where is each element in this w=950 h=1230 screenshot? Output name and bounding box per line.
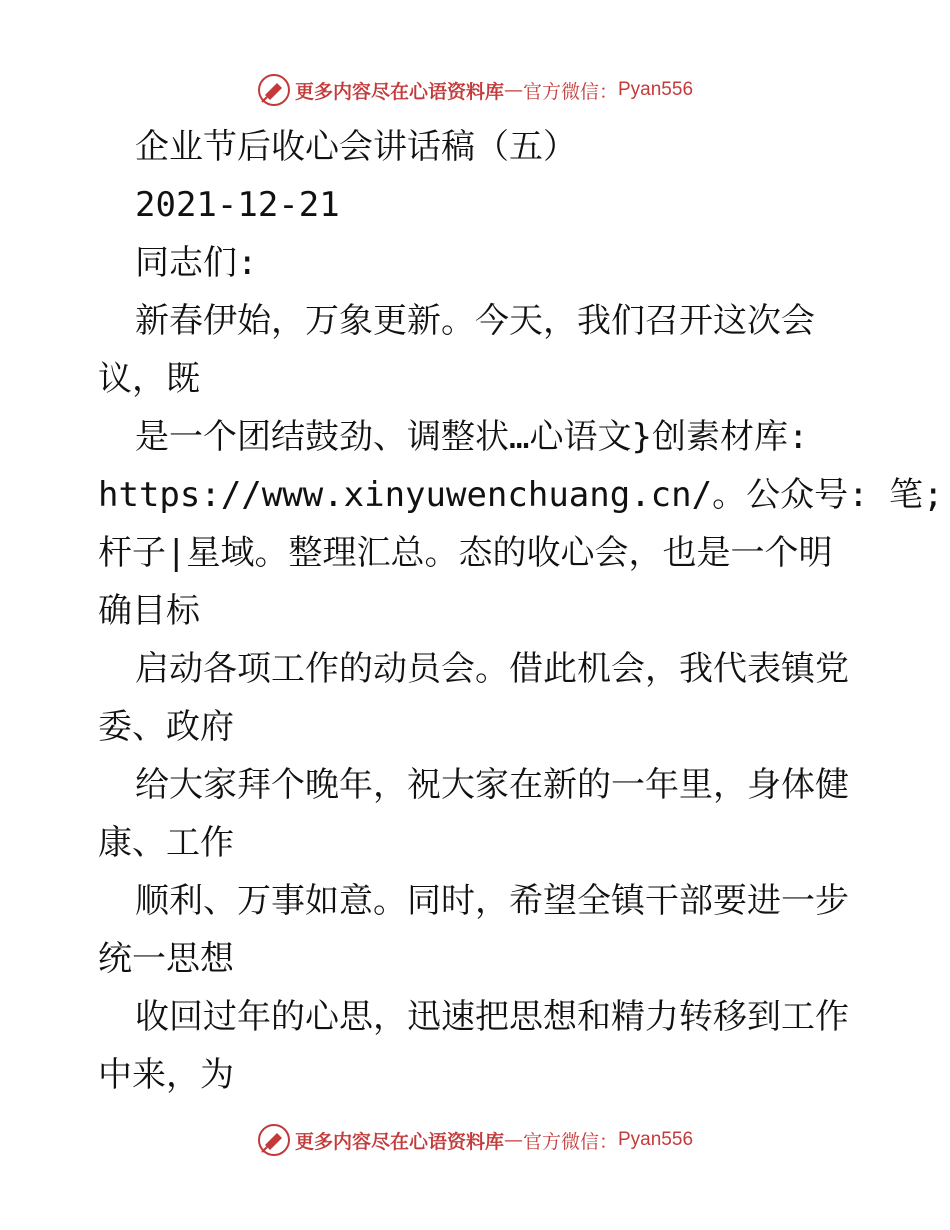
document-line: 委、政府 [98,707,234,747]
document-line: 顺利、万事如意。同时，希望全镇干部要进一步 [135,881,849,921]
document-line: https://www.xinyuwenchuang.cn/。公众号: 笔; [98,475,944,515]
document-line: 给大家拜个晚年，祝大家在新的一年里，身体健 [135,765,849,805]
document-line: 统一思想 [98,939,234,979]
pen-nib-logo-icon [257,1123,291,1157]
document-body [98,118,944,1104]
document-line: 杆子|星域。整理汇总。态的收心会，也是一个明 [98,533,833,573]
banner-brand-text: 更多内容尽在心语资料库 [294,80,504,103]
document-line: 2021-12-21 [135,185,340,225]
document-line: 启动各项工作的动员会。借此机会，我代表镇党 [135,649,849,689]
banner-brand-text: 更多内容尽在心语资料库 [294,1130,504,1153]
banner-wechat-id: Pyan556 [618,1129,694,1150]
banner-separator: — [503,79,523,101]
document-line: 确目标 [98,591,200,631]
pen-nib-logo-icon [257,73,291,107]
banner-separator: — [503,1129,523,1151]
banner-wechat-id: Pyan556 [618,79,694,100]
document-line: 是一个团结鼓劲、调整状…心语文}创素材库: [135,417,809,457]
banner-wechat-label: 官方微信： [522,1130,618,1153]
banner-wechat-label: 官方微信： [522,80,618,103]
document-line: 议，既 [98,359,200,399]
document-line: 新春伊始，万象更新。今天，我们召开这次会 [135,301,815,341]
header-watermark-banner [0,70,950,110]
document-line: 中来，为 [98,1055,234,1095]
document-line: 企业节后收心会讲话稿（五） [135,127,577,167]
document-line: 康、工作 [98,823,234,863]
footer-watermark-banner [0,1120,950,1160]
document-line: 收回过年的心思，迅速把思想和精力转移到工作 [135,997,849,1037]
document-line: 同志们: [135,243,258,283]
